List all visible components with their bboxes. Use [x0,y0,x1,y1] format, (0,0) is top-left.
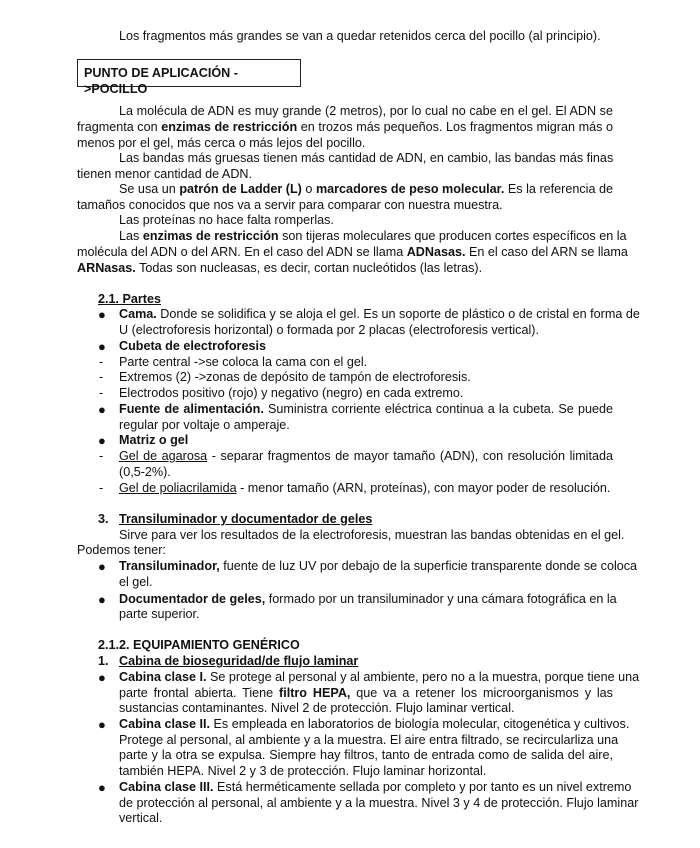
dash-icon: - [99,370,104,384]
bullet-icon: ● [98,592,106,607]
cubeta-item-2: Extremos (2) ->zonas de depósito de tampón de electroforesis. [119,370,471,384]
bullet-icon: ● [98,433,106,448]
p1-line3: menos por el gel, más cerca o más lejos del pocillo. [77,136,366,150]
box-title: PUNTO DE APLICACIÓN ->POCILLO [84,66,238,96]
poliacrilamida-line: Gel de poliacrilamida - menor tamaño (ARN, proteínas), con mayor poder de resolución. [119,481,611,495]
documentador-line1: Documentador de geles, formado por un transiluminador y una cámara fotográfica en la [119,592,617,606]
agarosa-line1: Gel de agarosa - separar fragmentos de mayor tamaño (ADN), con resolución limitada [119,449,613,463]
clase3-line3: vertical. [119,811,163,825]
dash-icon: - [99,386,104,400]
cama-line1: Cama. Donde se solidifica y se aloja el gel. Es un soporte de plástico o de cristal en forma de [119,307,640,321]
transiluminador-line1: Transiluminador, fuente de luz UV por debajo de la superficie transparente donde se coloca [119,559,638,573]
documentador-line2: parte superior. [119,607,200,621]
sub-1-number: 1. [98,654,109,668]
clase2-line1: Cabina clase II. Es empleada en laboratorios de biología molecular, citogenética y cultivos. [119,717,630,731]
p5-line3: ARNasas. Todas son nucleasas, es decir, cortan nucleótidos (las letras). [77,261,483,275]
agarosa-line2: (0,5-2%). [119,465,171,479]
p5-line2: molécula del ADN o del ARN. En el caso del ADN se llama ADNasas. En el caso del ARN se llama [77,245,628,259]
cubeta-item-3: Electrodos positivo (rojo) y negativo (negro) en cada extremo. [119,386,464,400]
fuente-line2: regular por voltaje o amperaje. [119,418,290,432]
clase2-line2: Protege al personal, al ambiente y a la muestra. El aire entra filtrado, se recircularliza una [119,733,619,747]
bullet-icon: ● [98,339,106,354]
p1-line2: fragmenta con enzimas de restricción en trozos más pequeños. Los fragmentos migran más o [77,120,613,134]
s3-line1: Sirve para ver los resultados de la electroforesis, muestran las bandas obtenidas en el gel. [119,528,625,542]
p4-line: Las proteínas no hace falta romperlas. [119,213,334,227]
p3-line1: Se usa un patrón de Ladder (L) o marcadores de peso molecular. Es la referencia de [119,182,613,196]
bullet-icon: ● [98,559,106,574]
clase1-line2: parte frontal abierta. Tiene filtro HEPA, que va a retener los microorganismos y las [119,686,613,700]
cabina-heading: Cabina de bioseguridad/de flujo laminar [119,654,359,668]
clase1-line1: Cabina clase I. Se protege al personal y al ambiente, pero no a la muestra, porque tiene una [119,670,640,684]
cubeta-item-1: Parte central ->se coloca la cama con el gel. [119,355,368,369]
clase3-line1: Cabina clase III. Está herméticamente sellada por completo y por tanto es un nivel extremo [119,780,632,794]
cama-line2: U (electroforesis horizontal) o formada por 2 placas (electroforesis vertical). [119,323,539,337]
section-2-1-2-title: 2.1.2. EQUIPAMIENTO GENÉRICO [98,638,300,652]
clase1-line3: sustancias contaminantes. Nivel 2 de protección. Flujo laminar vertical. [119,701,515,715]
p1-line1: La molécula de ADN es muy grande (2 metros), por lo cual no cabe en el gel. El ADN se [119,104,613,118]
p2-line1: Las bandas más gruesas tienen más cantidad de ADN, en cambio, las bandas más finas [119,151,614,165]
p3-line2: tamaños conocidos que nos va a servir para comparar con nuestra muestra. [77,198,503,212]
bullet-icon: ● [98,780,106,795]
bullet-icon: ● [98,307,106,322]
s3-line2: Podemos tener: [77,543,166,557]
clase2-line3: parte y la otra se expulsa. Siempre hay filtros, tanto de entrada como de salida del aire, [119,748,613,762]
p5-line1: Las enzimas de restricción son tijeras moleculares que producen cortes específicos en la [119,229,627,243]
section-2-1-title: 2.1. Partes [98,292,162,306]
matriz-heading: Matriz o gel [119,433,189,447]
dash-icon: - [99,449,104,463]
dash-icon: - [99,481,104,495]
intro-line: Los fragmentos más grandes se van a quedar retenidos cerca del pocillo (al principio). [119,29,601,43]
clase3-line2: de protección al personal, al ambiente y a la muestra. Nivel 3 y 4 de protección. Flujo laminar [119,796,639,810]
fuente-line1: Fuente de alimentación. Suministra corriente eléctrica continua a la cubeta. Se puede [119,402,613,416]
dash-icon: - [99,355,104,369]
bullet-icon: ● [98,402,106,417]
section-3-number: 3. [98,512,109,526]
bullet-icon: ● [98,717,106,732]
transiluminador-line2: el gel. [119,575,153,589]
bullet-icon: ● [98,670,106,685]
cubeta-heading: Cubeta de electroforesis [119,339,266,353]
section-3-title: Transiluminador y documentador de geles [119,512,373,526]
p2-line2: tienen menor cantidad de ADN. [77,167,253,181]
section-box [77,59,301,96]
clase2-line4: también HEPA. Nivel 2 y 3 de protección. Flujo laminar horizontal. [119,764,487,778]
